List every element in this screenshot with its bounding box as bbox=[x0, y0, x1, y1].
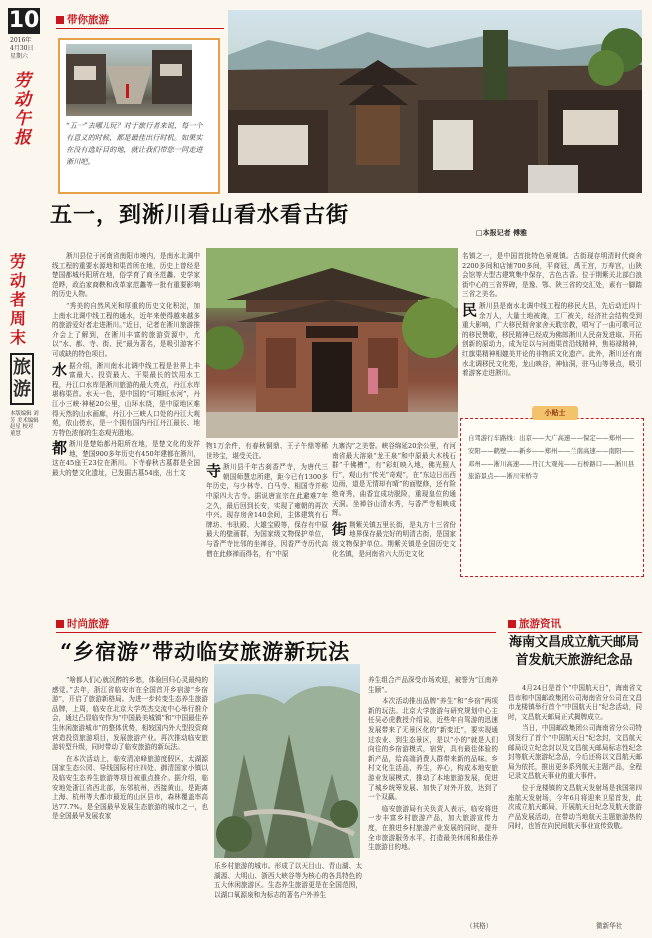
article2-column-2 bbox=[214, 862, 362, 928]
article2-paragraph: 养生组合产品深受市场欢迎，被誉为“江南养生颐”。 bbox=[368, 676, 498, 694]
tips-text: 自驾游行车路线：出京——大广高速——保定——郑州——安阳——鹤壁——新乡——郑州——兰南高速——南阳——邓州——淅川高速——丹江大观苑——石桥路口——淅川县旅游景点——淅川宋桥寺 bbox=[468, 434, 635, 481]
date-weekday: 星期六 bbox=[10, 53, 29, 60]
section-tag-fashion-travel: 时尚旅游 bbox=[56, 616, 109, 632]
dropcap-water: 水 bbox=[52, 360, 68, 379]
dropcap-street: 街 bbox=[332, 519, 348, 538]
dropcap-capital: 都 bbox=[52, 439, 68, 458]
temple-photo bbox=[206, 248, 458, 438]
article2-paragraph: 在本次活动上，临安清凉峰旅游度假区、太湖源国家生态公园、导线国际村庄四处、御清国家小镇以及临安生态养生旅游等项目被重点推介。据介绍，临安地处浙江省西北部，东邻杭州，西接黄山，是距离上海、杭州等大都市最近的山区县市，森林覆盖率高达77.7%。是全国最早发展生态旅游的城市之一，也是全国最早发展农家 bbox=[52, 754, 208, 821]
sidebar bbox=[10, 252, 44, 437]
article1-paragraph: 九寨沟”之美誉。峡谷绵延20余公里，有河南省最大溶泉“龙王泉”和中原最大木栈石群“千佛槽”，有“彩虹映入地，佛光照人行”，观山有“传光”奇观”，在“东边日出西边雨，道是无情却有晴”的面壁修，还有险绝奇秀，曲香宜成功脱险，重现皇位的通天洞。坐禅谷山清水秀，与香严寺相映成辉。 bbox=[332, 442, 456, 518]
ancient-street-photo bbox=[228, 10, 642, 193]
article1-column-1 bbox=[52, 252, 200, 566]
article3-body bbox=[508, 684, 642, 918]
article3-signoff: 微新华社 bbox=[596, 922, 623, 930]
article2-paragraph: “啥都人们心就沉醉的乡愁，体验回归心灵最纯的感觉。”去年，浙江省临安市在全国首开乡宿游“乡宿游”，开启了旅游新格局。为进一步转变生态养生旅游品牌，上周，临安在北京大学英杰交流中心举行推介会，通过凸显临安作为“中国最美城镇”和“中国最佳养生休闲旅游城市”的整体优势，相较国内外大型投资商营造投资旅游项目，发展旅游产业。再次推动临安旅游转型升级，同时带动了临安旅游的新玩法。 bbox=[52, 676, 208, 752]
article1-paragraph: “秀美的自然风光和厚重的历史文化积淀，加上南水北调中线工程的通水，近年来使得越来越多的旅游爱好者走进淅川。”近日，记者在淅川旅游推介会上了解到，在淅川丰富的旅游资源中，尤以“水、都、寺、街、民”最为著名，是吸引游客不可或缺的特色项目。 bbox=[52, 301, 200, 358]
tips-header: 小贴士 bbox=[532, 406, 578, 420]
article1-paragraph: 淅川是楚始都丹阳所在地，是楚文化的发祥地，楚国900多年历史有450年建都在淅川，这在45座王23位在淅川。下寺春秋古墓群是全国最大的楚文化遗址，已发掘古墓54座，出土文 bbox=[52, 440, 200, 478]
article3-headline: 海南文昌成立航天邮局首发航天旅游纪念品 bbox=[508, 635, 639, 668]
paper-logo: 劳动午报 bbox=[14, 71, 31, 148]
article3-paragraph: 4月24日是首个“中国航天日”，海南省文昌市和中国邮政集团公司海南省分公司在文昌市龙楼镇举行首个“中国航天日”纪念活动，同时，文昌航天邮局正式揭牌成立。 bbox=[508, 684, 642, 721]
red-square-icon bbox=[508, 620, 516, 628]
article2-paragraph: 乐乡村旅游的城市。形成了以天目山、青山湖、太湖源、大明山、浙西大峡谷等为核心的各具特色的五大休闲旅游区。生态养生旅游更是在全国范围，以湖口氧源泉和为标志的著名户外养生 bbox=[214, 862, 362, 899]
sidebar-section-box: 旅游 bbox=[10, 353, 34, 405]
article1-paragraph: 淅川县位于河南省南阳市境内，是南水北调中线工程的重要水源地和渠首所在地，历史上曾经是楚国都城丹阳所在地，俗学育了商圣范蠡、史学家范晔，政治家商鞅和改革家范蠡等一批有重要影响的历史人物。 bbox=[52, 252, 200, 299]
section-rule bbox=[56, 632, 496, 633]
issue-date bbox=[10, 37, 33, 61]
section-rule bbox=[56, 28, 224, 29]
red-square-icon bbox=[56, 16, 64, 24]
red-square-icon bbox=[56, 620, 64, 628]
dropcap-temple: 寺 bbox=[206, 462, 222, 481]
linan-mountain-photo bbox=[214, 664, 360, 858]
sidebar-credits: 本版编辑 刘芳 美术编辑 赵星 校对 董慧 bbox=[10, 411, 39, 437]
article2-signoff: （其格） bbox=[466, 922, 493, 930]
article2-headline: “乡宿游”带动临安旅游新玩法 bbox=[60, 639, 351, 664]
date-year: 2016年 bbox=[10, 37, 32, 44]
article1-column-3 bbox=[332, 442, 456, 566]
date-day: 4月30日 bbox=[10, 45, 34, 52]
intro-street-photo bbox=[66, 44, 192, 116]
article1-paragraph: 淅川县千年古刹香严寺，为唐代三朝国师慧忠所建，距今已有1300多年历史，与少林寺、白马寺、相国寺并称中原四大古寺。据说唐宣宗在此避难7年之久，最后回到长安，实现了雍朝的再次中兴。现存房舍140余间，主体建筑有石牌坊、韦驮殿、大雄宝殿等，保存有中原最大的壁画群，为国家级文物保护单位，与香严寺比邻的坐禅谷，因香严寺历代高僧在此修禅而得名，有“中原 bbox=[206, 463, 328, 558]
article3-paragraph: 当日，中国邮政集团公司海南省分公司特别发行了首个“中国航天日”纪念封，文昌航天邮局设立纪念封以及文昌航天邮局标志性纪念封等航天旅游纪念品，今后还将以文昌航天邮局为依托，推出更多系列航天主题产品，全程记录文昌航天事业的重大事件。 bbox=[508, 724, 642, 781]
section-tag-top: 带你旅游 bbox=[56, 12, 109, 28]
section-tag-travel-news: 旅游资讯 bbox=[508, 616, 561, 632]
section-rule bbox=[508, 632, 642, 633]
article1-column-4 bbox=[462, 252, 642, 402]
article1-paragraph: 淅川县是南水北调中线工程的移民大县，先后动迁四十余万人，大量土地被淹，工厂被关，经济社会结构受到重大影响，广大移民彻舍家舍天耽宗教，唱写了一曲可歌可泣的移民赞歌，移民精神已经成为佛郎淅川人民奋发进取、开拓创新的原动力，成为足以与河南渠首沿线精神，焦裕禄精神，红旗渠精神相媲美并论的非物质文化遗产。此外，淅川还有南水北调移民文化苑，龙山映谷，神仙洞，驻马山等景点，吸引着游客走进淅川。 bbox=[462, 301, 642, 378]
article1-paragraph: 名镇之一，是中国首批特色景观镇。古街现存明清时代商舍2200多间和店铺700多间，平商冠，禹王宫，万寿宫，山陕会馆等大型古建筑集中保存，古色古香。位于荆紫关北部白浪街中心的三省界碑，是豫、鄂、陕三省的交汇处，素有一脚踏三省之美名。 bbox=[462, 252, 642, 299]
article1-column-2 bbox=[206, 442, 328, 566]
dropcap-people: 民 bbox=[462, 300, 478, 319]
article1-headline: 五一，到淅川看山看水看古街 bbox=[50, 203, 350, 228]
article3-paragraph: 位于龙楼镇的文昌航天发射场是我国第四座航天发射场，今年6月将迎来卫星首发，此次成立航天邮局，开展航天日纪念及航天旅游产品发展活动，在带动当地航天主题旅游热的同时，也旨在向民间航天事业宣传致敬。 bbox=[508, 783, 642, 831]
article2-column-3 bbox=[368, 676, 498, 920]
article1-paragraph: 据介绍，淅川南水北调中线工程是世界上丰富最大、投资最大、干渠最长的饮用水工程，丹江口水库是淅川旅游的最大亮点，丹江水库堪称渠首。水天一色，是中国的“可期旺水河”，丹江小三峡·神秘20公里，山环水绕，是中原地区难得天然的山水画廊，丹江小三峡人口处的丹江大观苑，依山傍水，是一个拥有国内丹江丹江最长、地方特色浓郁的生态观光胜地。 bbox=[52, 361, 200, 437]
article1-paragraph: 物1万余件，有春秋铜鼎、王子午鼎等稀世珍宝，堪受关注。 bbox=[206, 442, 328, 460]
article2-column-1 bbox=[52, 676, 208, 928]
page-number: 10 bbox=[8, 8, 40, 33]
article1-paragraph: 荆紫关镇五里长街，是丸方十三省份地界保存最完好的明清古街，是国家级文物保护单位。荆紫关镇是全国历史文化名镇，是河南省六大历史文化 bbox=[332, 520, 456, 558]
article2-paragraph: 临安旅游局有关负责人表示，临安将进一步丰富乡村旅游产品，加大旅游宣传力度，在推进乡村旅游产业发展的同时，提升全市旅游服务水平，打造最美休闲和最佳养生旅游目的地。 bbox=[368, 804, 498, 852]
sidebar-title: 劳动者周末 bbox=[10, 252, 27, 347]
intro-quote: “五一”去哪儿玩？对于旅行者来说，每一个有意义的时候，都是最佳出行时机。如果实在没有选好目的地，就让我们带您一同走进淅川吧。 bbox=[66, 121, 203, 166]
article1-byline: □本报记者 傅雅 bbox=[476, 229, 528, 237]
article2-paragraph: 本次活动推出品牌“养生”和“乡宿”两项新的玩法。北京大学旅游与研究规划中心主任吴必虎教授介绍说，近些年自驾游的迅速发展带来了无景区化的“新变迁”，要实现通过农业、到生态景区，是以“小的”就是人们向往的乡宿游模式，宿营，具有最佳体验的新产品，给高端消费人群带来新的品味。乡村文化生活品，养生，养心，构成本地安旅游业发展模式，推动了本地旅游发展，促进了城乡统筹发展、加快了对外开放，达到了一个双赢。 bbox=[368, 697, 498, 802]
